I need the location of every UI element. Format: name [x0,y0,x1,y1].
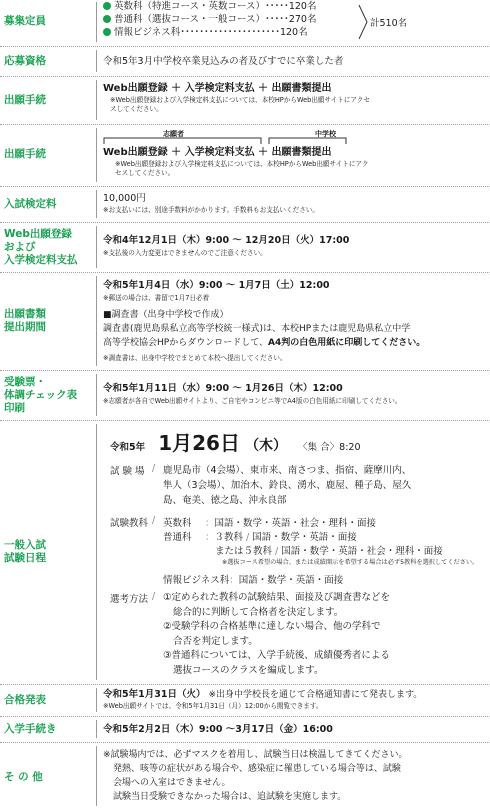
shorui-note1: ※郵送の場合は、書留で1月7日必着 [103,294,210,302]
row-boshu [0,0,490,44]
juken-period: 令和5年1月11日（水）9:00 ～ 1月26日（木）12:00 [103,383,343,394]
bracket-chugakko [268,137,348,145]
venue-label: 試 験 場 [110,466,145,477]
web-period: 令和4年12月1日（木）9:00 ～ 12月20日（火）17:00 [103,235,350,246]
row-happyo [0,685,490,715]
label-nyugaku: 入学手続き [4,723,57,735]
method-label: 選考方法 [110,594,149,605]
subject-eisu: 英数科 ：国語・数学・英語・社会・理科・面接 [163,518,377,529]
boshu-item: 英数科（特進コース・英数コース）･････120名 [103,0,484,13]
boshu-list [103,0,484,39]
shorui-body2: 高等学校協会HPからダウンロードして、A4判の白色用紙に印刷してください。 [103,338,426,348]
boshu-item: 普通科（選抜コース・一般コース）･････270名 [103,13,484,26]
web-note: ※支払後の入力変更はできませんのでご注意ください。 [103,249,267,257]
label-happyo: 合格発表 [4,694,46,706]
venue-list: 鹿児島市（4会場）、東市来、南さつま、指宿、薩摩川内、 隼人（3会場）、加治木、鈴良、湧水、鹿屋、種子島、屋久 島、奄美、徳之島、沖永良部 [163,465,412,506]
row-kenteiryo [0,187,490,221]
bullet-icon [103,2,111,10]
row-shorui [0,273,490,369]
shorui-body1: 調査書(鹿児島県私立高等学校統一様式)は、本校HPまたは鹿児島県私立中学 [103,324,411,334]
bullet-icon [103,28,111,36]
shorui-period: 令和5年1月4日（水）9:00 ～ 1月7日（土）12:00 [103,280,330,291]
who-chugakko: 中学校 [315,130,336,138]
row-ippan: 一般入試 試験日程 令和5年 1月26日 （木） 〈集 合〉8:20 試 験 場 / 鹿児島市（4会場）、東市来、南さつま、指宿、薩摩川内、 隼人（3会場）、加治木、鈴良、湧水、鹿屋、種子島、屋久 島、奄美、徳之島、沖永良部 試験教科 / 英数科 ：国語・数学・英語・社会・理科・面接 普通科 ：３教科 / 国語・数学・英語・面接 または５教科 / 国語・数学・英語・社会・理科・面接 ※選抜コース希望の場合、または成績開示を希望する場合は必ず5教科を選択してください。 情報ビジネス科：国語・数学・英語・面接 選考方法 / ①定められた教科の試験結果、面接及び調査書などを 総合的に判断して合格者を決定します。 ②受験学科の合格基準に達しない場合、他の学科で 合否を判定します。 ③普通科については、入学手続後、成績優秀者による 選抜コースのクラスを編成します。 [0,421,490,683]
bullet-icon [103,15,111,23]
bracket-shiganza [103,137,263,145]
venue-slash: / [152,463,156,474]
sonota-text: ※試験場内では、必ずマスクを着用し、試験当日は検温してきてください。 発熱、咳等の症状がある場合や、感染症に罹患している場合等は、試験 会場への入室はできません。 試験当日受験できなかった場合は、追試験を実施します。 [103,750,408,802]
row-sonota [0,743,490,809]
label-shikaku: 応募資格 [4,55,46,67]
method-list: ①定められた教科の試験結果、面接及び調査書などを 総合的に判断して合格者を決定します。 ②受験学科の合格基準に達しない場合、他の学科で 合否を判定します。 ③普通科については、入学手続後、成績優秀者による 選抜コースのクラスを編成します。 [163,592,391,676]
tetsuzuki-note: ※Web出願登録および入学検定料支払については、本校HPからWeb出願サイトにアクセスしてください。 [115,160,369,177]
subject-futsu-b: または５教科 / 国語・数学・英語・社会・理科・面接 [215,546,443,557]
kenteiryo-amount: 10,000円 [103,193,146,204]
shorui-note2: ※調査書は、出身中学校でまとめて本校へ提出してください。 [103,354,287,362]
boshu-total: 計510名 [370,18,408,29]
tetsuzuki-main: Web出願登録 ＋ 入学検定料支払 ＋ 出願書類提出 [103,147,332,158]
row-tetsuzuki-2 [0,125,490,185]
label-ippan: 一般入試 試験日程 [4,539,46,564]
subject-joho: 情報ビジネス科：国語・数学・英語・面接 [163,575,344,586]
nyugaku-period: 令和5年2月2日（木）9:00 ～3月17日（金）16:00 [103,724,333,735]
exam-date-line [110,427,361,456]
exam-shugo: 〈集 合〉8:20 [298,442,361,453]
shikaku-text: 令和5年3月中学校卒業見込みの者及びすでに卒業した者 [103,56,344,67]
label-tetsuzuki: 出願手続 [4,94,46,106]
row-juken [0,371,490,419]
label-shorui: 出願書類 提出期間 [4,308,46,333]
label-juken: 受験票・ 体調チェック表 印刷 [4,376,78,414]
who-shiganza: 志願者 [163,130,184,138]
subject-futsu-note: ※選抜コース希望の場合、または成績開示を希望する場合は必ず5教科を選択してください。 [222,559,479,566]
boshu-item: 情報ビジネス科･････････････････････120名 [103,26,484,39]
juken-note: ※志願者が各自でWeb出願サイトより、ご自宅やコンビニ等でA4版の白色用紙に印刷してください。 [103,397,402,405]
label-tetsuzuki: 出願手続 [4,148,46,160]
label-sonota: そ の 他 [4,771,43,783]
row-nyugaku [0,717,490,741]
row-shikaku [0,47,490,75]
label-boshu: 募集定員 [4,15,46,27]
label-kenteiryo: 入試検定料 [4,198,57,210]
subjects-label: 試験教科 [110,518,149,529]
exam-dow: （木） [245,438,288,454]
exam-era: 令和5年 [110,442,146,453]
brace-icon [358,4,370,40]
row-web [0,223,490,271]
happyo-note: ※Web出願サイトでは、令和5年1月31日（月）12:00から閲覧できます。 [103,702,323,710]
row-tetsuzuki-1 [0,77,490,123]
subject-futsu-a: 普通科 ：３教科 / 国語・数学・英語・面接 [163,532,357,543]
tetsuzuki-main: Web出願登録 ＋ 入学検定料支払 ＋ 出願書類提出 [103,83,332,94]
exam-date: 1月26日 [158,431,240,455]
happyo-line: 令和5年1月31日（火） ※出身中学校長を通じて合格通知書にて発表します。 [103,689,423,700]
label-web: Web出願登録 および 入学検定料支払 [4,228,78,266]
shorui-heading: ■調査書（出身中学校で作成） [103,310,229,320]
kenteiryo-note: ※お支払いには、別途手数料がかかります。手数料もお支払いください。 [103,206,319,214]
tetsuzuki-note: ※Web出願登録および入学検定料支払については、本校HPからWeb出願サイトにアクセスしてください。 [110,96,371,113]
